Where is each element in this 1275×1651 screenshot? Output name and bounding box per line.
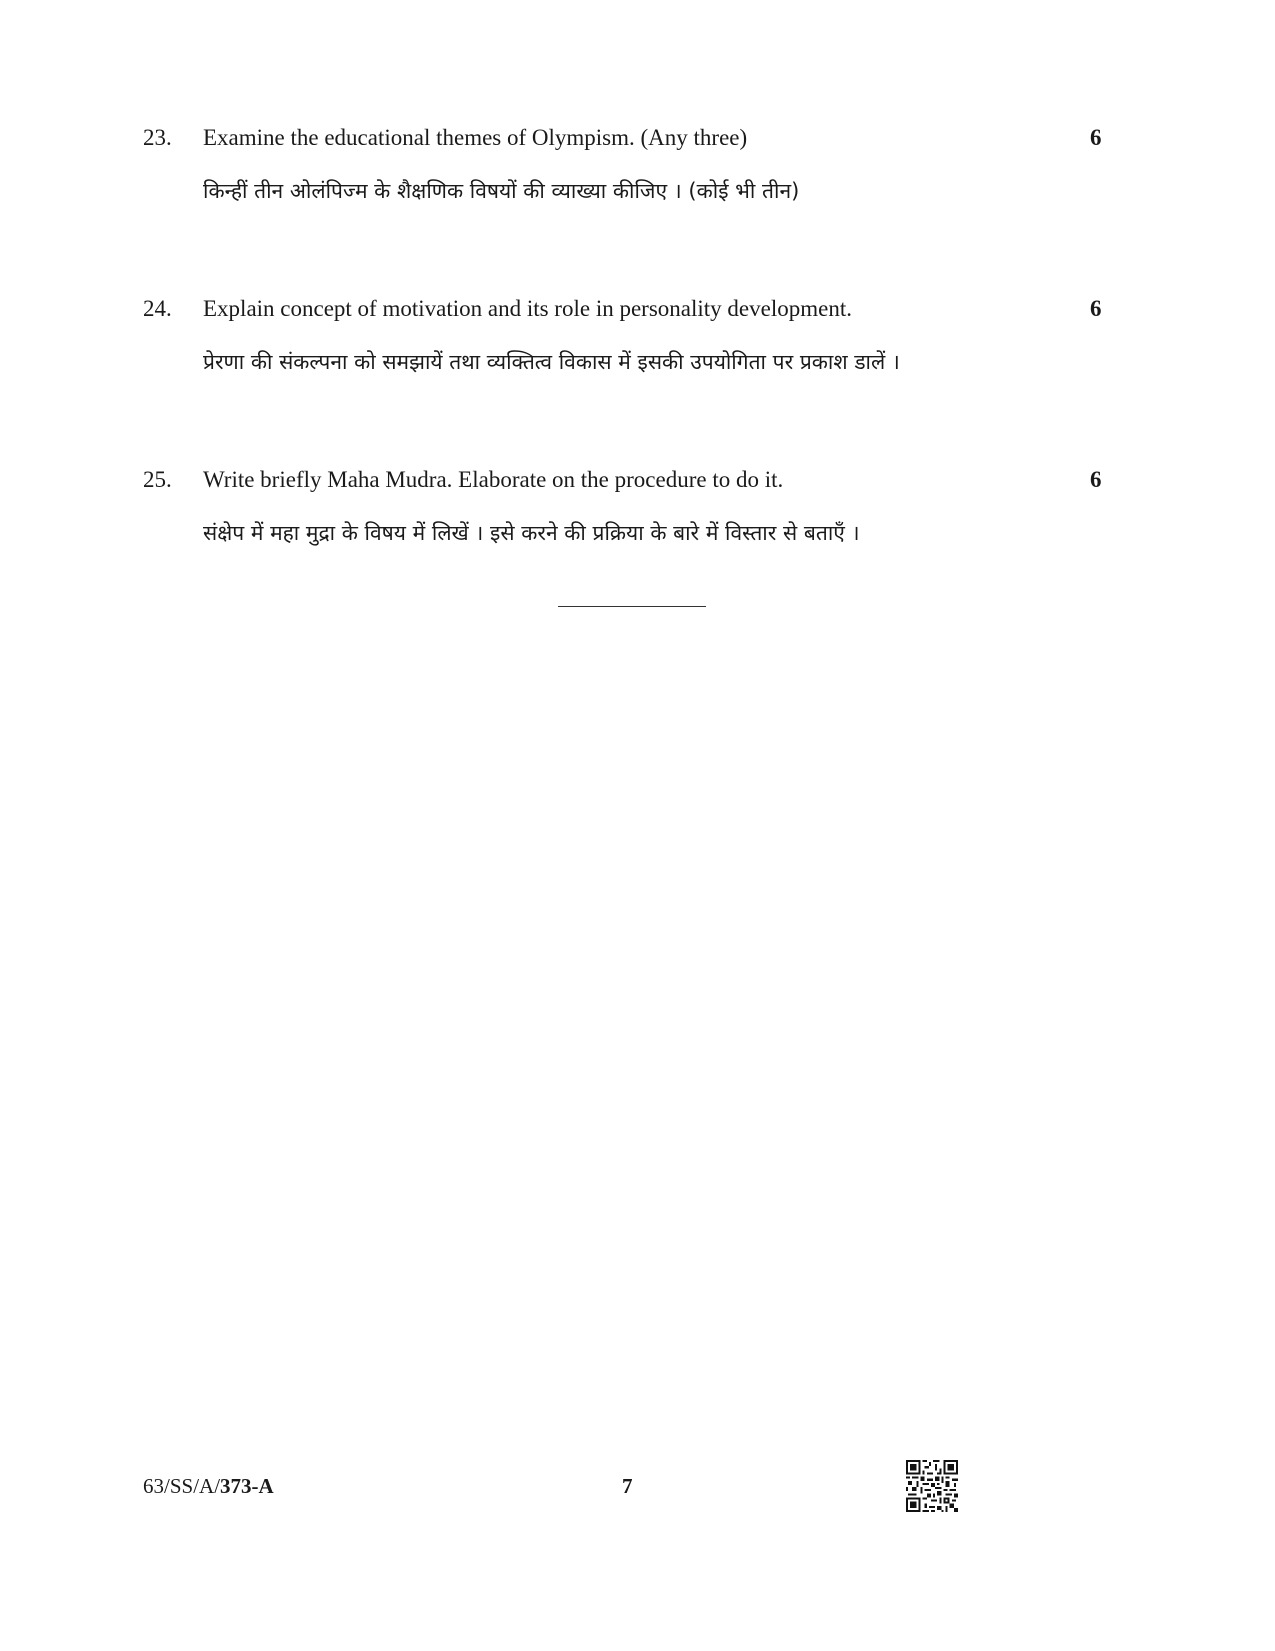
question-text-english: Examine the educational themes of Olympism. (Any three) [203,125,748,150]
paper-code-bold: 373-A [220,1474,274,1498]
question-number: 24. [143,296,172,321]
question-number: 25. [143,467,172,492]
question-text-hindi: संक्षेप में महा मुद्रा के विषय में लिखें । इसे करने की प्रक्रिया के बारे में विस्तार से बताएँ । [203,521,860,545]
qr-code-icon [906,1460,958,1512]
question-text-english: Write briefly Maha Mudra. Elaborate on the procedure to do it. [203,467,784,492]
end-of-paper-divider [558,606,706,607]
question-marks: 6 [1090,125,1102,150]
question-text-hindi: प्रेरणा की संकल्पना को समझायें तथा व्यक्तित्व विकास में इसकी उपयोगिता पर प्रकाश डालें । [203,350,900,374]
question-text-english: Explain concept of motivation and its role in personality development. [203,296,852,321]
page-number: 7 [622,1474,633,1498]
paper-code [143,1473,274,1499]
question-marks: 6 [1090,467,1102,492]
question-marks: 6 [1090,296,1102,321]
question-text-hindi: किन्हीं तीन ओलंपिज्म के शैक्षणिक विषयों की व्याख्या कीजिए । (कोई भी तीन) [203,179,800,203]
paper-code-prefix: 63/SS/A/ [143,1474,221,1498]
question-number: 23. [143,125,172,150]
